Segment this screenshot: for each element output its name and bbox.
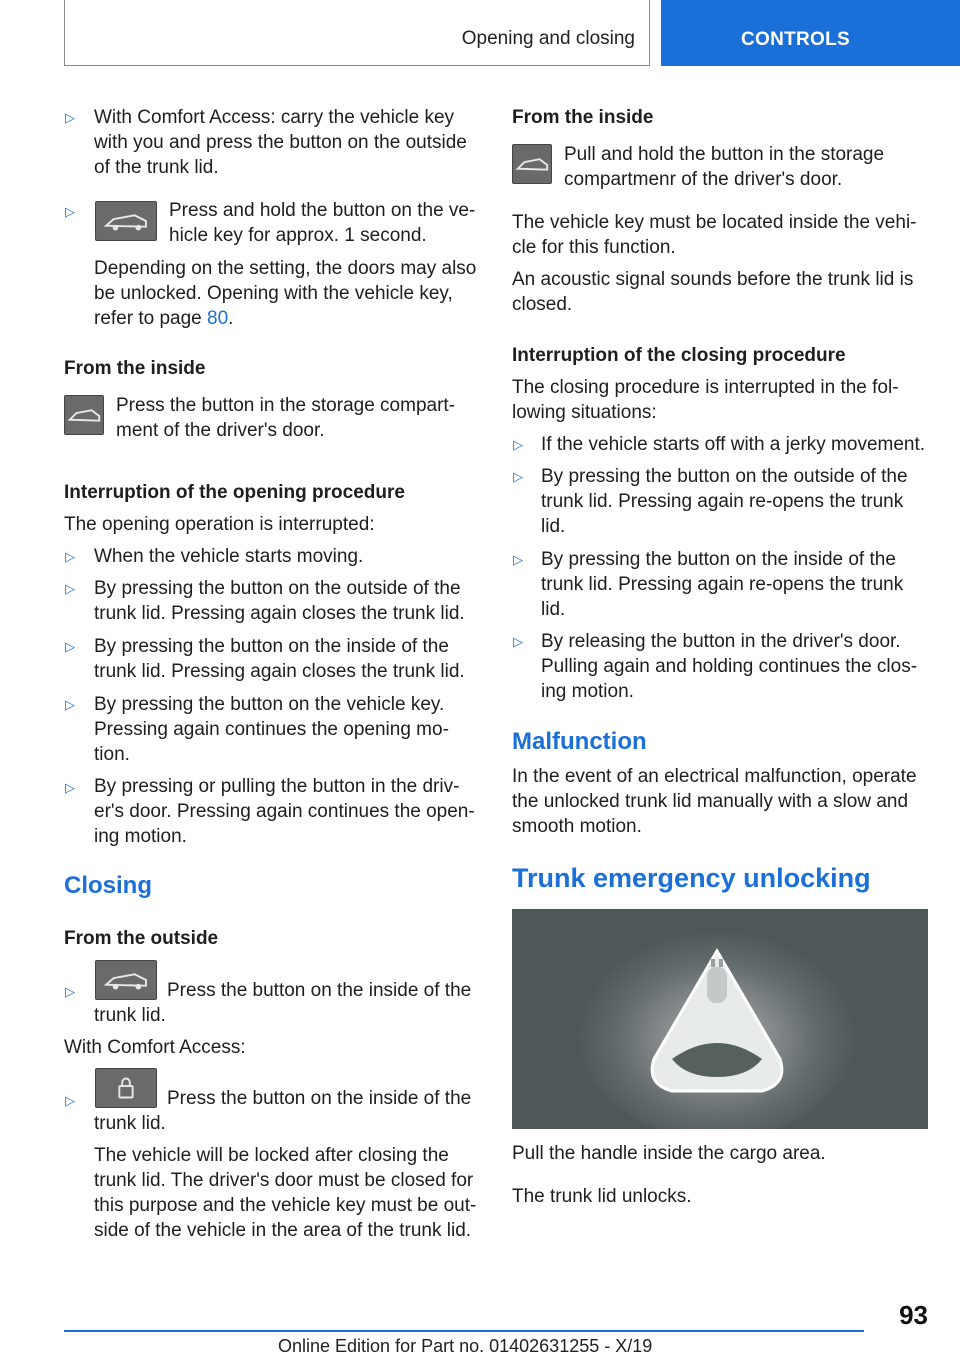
triangle-right-icon: ▷	[513, 634, 523, 649]
pull-text-1: Pull and hold the button in the storage	[564, 144, 885, 165]
footer-divider	[64, 1330, 864, 1332]
list-item: By pressing the button on the outside of the trunk lid. Pressing again closes the trunk lid.	[94, 578, 465, 624]
acoustic-text-1: An acoustic signal sounds before the trunk lid is	[512, 269, 914, 290]
vehicle-key-text-2: hicle key for approx. 1 second.	[169, 225, 427, 246]
depending-text-3	[94, 306, 233, 331]
triangle-right-icon: ▷	[65, 110, 75, 125]
triangle-right-icon: ▷	[65, 1093, 75, 1108]
outside-text-2: trunk lid.	[94, 1005, 166, 1026]
triangle-right-icon: ▷	[65, 204, 75, 219]
list-item: Pulling again and holding continues the clos-	[541, 656, 918, 677]
from-inside-heading: From the inside	[64, 358, 206, 379]
page-link[interactable]: 80	[207, 308, 229, 329]
triangle-right-icon: ▷	[65, 639, 75, 654]
malfunction-heading: Malfunction	[512, 728, 647, 755]
locked-text-2: trunk lid. The driver's door must be closed for	[94, 1170, 474, 1191]
car-trunk-icon	[95, 960, 157, 1000]
locked-text-4: side of the vehicle in the area of the trunk lid.	[94, 1220, 472, 1241]
trunk-unlocks-text: The trunk lid unlocks.	[512, 1186, 692, 1207]
list-item: By pressing or pulling the button in the driv-er's door. Pressing again continues the open-ing motion.	[94, 776, 475, 847]
list-item: When the vehicle starts moving.	[94, 546, 364, 567]
triangle-right-icon: ▷	[65, 697, 75, 712]
depending-text-1: Depending on the setting, the doors may also	[94, 258, 477, 279]
interruption-intro: The opening operation is interrupted:	[64, 514, 375, 535]
pull-text-2: compartmenr of the driver's door.	[564, 169, 843, 190]
header-section-box	[64, 0, 650, 66]
int-closing-text-1: The closing procedure is interrupted in the fol-	[512, 377, 899, 398]
depending-text-2: be unlocked. Opening with the vehicle key,	[94, 283, 453, 304]
list-item: trunk lid. Pressing again re-opens the trunk	[541, 574, 904, 595]
page-number: 93	[899, 1300, 928, 1330]
malfunction-text-1: In the event of an electrical malfunction, operate	[512, 766, 917, 787]
outside-text-1: Press the button on the inside of the	[167, 980, 472, 1001]
comfort-text-1: Press the button on the inside of the	[167, 1088, 472, 1109]
emergency-unlocking-heading: Trunk emergency unlocking	[512, 863, 871, 893]
chapter-tab	[661, 0, 960, 66]
int-closing-text-2: lowing situations:	[512, 402, 657, 423]
interruption-opening-heading: Interruption of the opening procedure	[64, 482, 405, 503]
vehicle-key-text-1: Press and hold the button on the ve-	[169, 200, 476, 221]
triangle-right-icon: ▷	[65, 984, 75, 999]
chapter-tab-label: CONTROLS	[740, 29, 850, 50]
list-item: If the vehicle starts off with a jerky movement.	[541, 434, 926, 455]
refer-text: refer to page	[94, 308, 208, 329]
list-item: By pressing the button on the outside of the	[541, 466, 908, 487]
acoustic-text-2: closed.	[512, 294, 573, 315]
list-item: By pressing the button on the inside of the trunk lid. Pressing again closes the trunk lid.	[94, 636, 465, 682]
key-text-2: cle for this function.	[512, 237, 676, 258]
section-title: Opening and closing	[461, 28, 635, 49]
pull-handle-text: Pull the handle inside the cargo area.	[512, 1143, 826, 1164]
list-item: ing motion.	[541, 681, 634, 702]
triangle-right-icon: ▷	[513, 437, 523, 452]
comfort-text-2: trunk lid.	[94, 1113, 166, 1134]
trunk-handle-photo	[512, 909, 928, 1129]
key-text-1: The vehicle key must be located inside the vehi-	[512, 212, 917, 233]
period: .	[228, 308, 234, 329]
inside-text-1: Press the button in the storage compart-	[116, 395, 456, 416]
list-item: By releasing the button in the driver's door.	[541, 631, 901, 652]
interruption-closing-heading: Interruption of the closing procedure	[512, 345, 846, 366]
locked-text-3: this purpose and the vehicle key must be out-	[94, 1195, 477, 1216]
from-outside-heading: From the outside	[64, 928, 219, 949]
car-trunk-icon	[95, 201, 157, 241]
inside-text-2: ment of the driver's door.	[116, 420, 325, 441]
triangle-right-icon: ▷	[65, 581, 75, 596]
comfort-access-bullet: With Comfort Access: carry the vehicle key with you and press the button on the outside of the trunk lid.	[94, 107, 467, 178]
malfunction-text-3: smooth motion.	[512, 816, 642, 837]
comfort-access-label: With Comfort Access:	[64, 1037, 246, 1058]
triangle-right-icon: ▷	[513, 552, 523, 567]
malfunction-text-2: the unlocked trunk lid manually with a slow and	[512, 791, 909, 812]
car-trunk-icon	[512, 144, 552, 184]
list-item: lid.	[541, 516, 566, 537]
triangle-right-icon: ▷	[513, 469, 523, 484]
locked-text-1: The vehicle will be locked after closing the	[94, 1145, 449, 1166]
list-item: trunk lid. Pressing again re-opens the trunk	[541, 491, 904, 512]
closing-heading: Closing	[64, 872, 152, 899]
from-inside-heading-right: From the inside	[512, 107, 654, 128]
list-item: By pressing the button on the vehicle key. Pressing again continues the opening mo-tion.	[94, 694, 449, 765]
triangle-right-icon: ▷	[65, 549, 75, 564]
list-item: By pressing the button on the inside of the	[541, 549, 896, 570]
car-trunk-icon	[64, 395, 104, 435]
footer-edition: Online Edition for Part no. 01402631255 - X/19	[278, 1336, 653, 1356]
triangle-right-icon: ▷	[65, 780, 75, 795]
list-item: lid.	[541, 599, 566, 620]
lock-icon	[95, 1068, 157, 1108]
